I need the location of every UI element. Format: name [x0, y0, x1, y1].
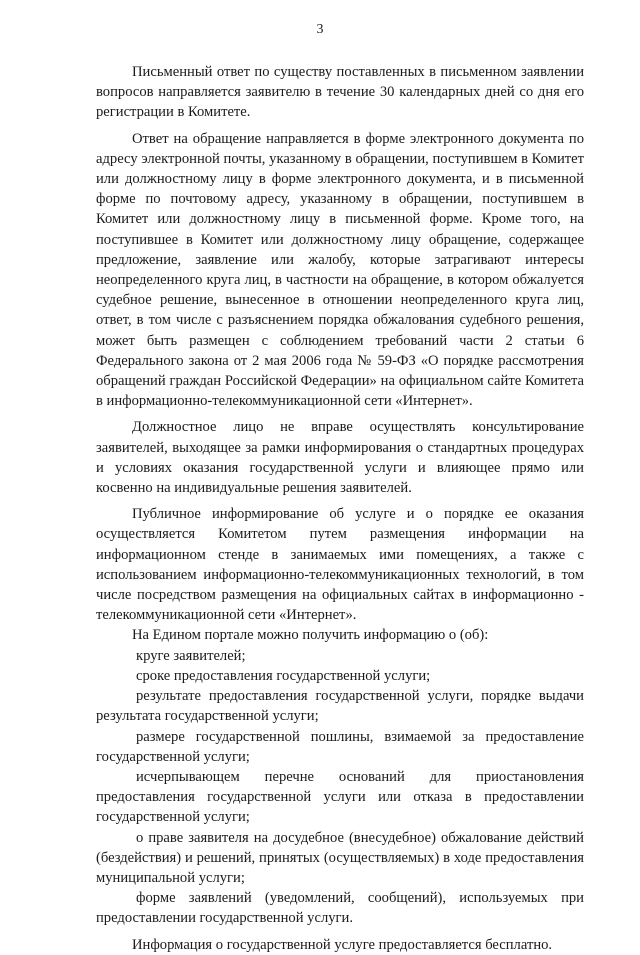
- page-number: 3: [316, 22, 324, 37]
- paragraph-response-delivery: Ответ на обращение направляется в форме электронного документа по адресу электронной почты, указанному в обращении, поступившем в Комитет или должностному лицу в форме электронного документа, и в письменной форме по почтовому адресу, указанному в обращении, поступившем в Комитет или должностному лицу в письменной форме. Кроме того, на поступившее в Комитет или должностному лицу обращение, содержащее предложение, заявление или жалобу, которые затрагивают интересы неопределенного круга лиц, в частности на обращение, в котором обжалуется судебное решение, вынесенное в отношении неопределенного круга лиц, ответ, в том числе с разъяснением порядка обжалования судебного решения, может быть размещен с соблюдением требований части 2 статьи 6 Федерального закона от 2 мая 2006 года № 59-ФЗ «О порядке рассмотрения обращений граждан Российской Федерации» на официальном сайте Комитета в информационно-телекоммуникационной сети «Интернет».: [96, 130, 584, 410]
- list-item: о праве заявителя на досудебное (внесудебное) обжалование действий (бездействия) и решений, принятых (осуществляемых) в ходе предоставления муниципальной услуги;: [96, 829, 584, 886]
- list-item: круге заявителей;: [136, 647, 246, 664]
- list-item: размере государственной пошлины, взимаемой за предоставление государственной услуги;: [96, 728, 584, 765]
- list-item: результате предоставления государственной услуги, порядке выдачи результата государственной услуги;: [96, 688, 584, 725]
- list-item: исчерпывающем перечне оснований для приостановления предоставления государственной услуги или отказа в предоставлении государственной услуги;: [96, 768, 584, 826]
- paragraph-official-consulting: Должностное лицо не вправе осуществлять консультирование заявителей, выходящее за рамки информирования о стандартных процедурах и условиях оказания государственной услуги и влияющее прямо или косвенно на индивидуальные решения заявителей.: [96, 419, 584, 497]
- paragraph-portal-intro: На Едином портале можно получить информацию о (об):: [132, 627, 489, 644]
- paragraph-free-of-charge: Информация о государственной услуге предоставляется бесплатно.: [132, 936, 553, 953]
- document-body: [96, 62, 584, 955]
- paragraph-public-informing: Публичное информирование об услуге и о порядке ее оказания осуществляется Комитетом путем размещения информации на информационном стенде в занимаемых ими помещениях, а также с использованием информационно-телекоммуникационных технологий, в том числе посредством размещения на официальных сайтах в информационно - телекоммуникационной сети «Интернет».: [96, 506, 584, 624]
- list-item: сроке предоставления государственной услуги;: [136, 667, 431, 684]
- paragraph-written-response: Письменный ответ по существу поставленных в письменном заявлении вопросов направляется заявителю в течение 30 календарных дней со дня его регистрации в Комитете.: [96, 64, 584, 121]
- list-item: форме заявлений (уведомлений, сообщений), используемых при предоставлении государственной услуги.: [96, 890, 584, 927]
